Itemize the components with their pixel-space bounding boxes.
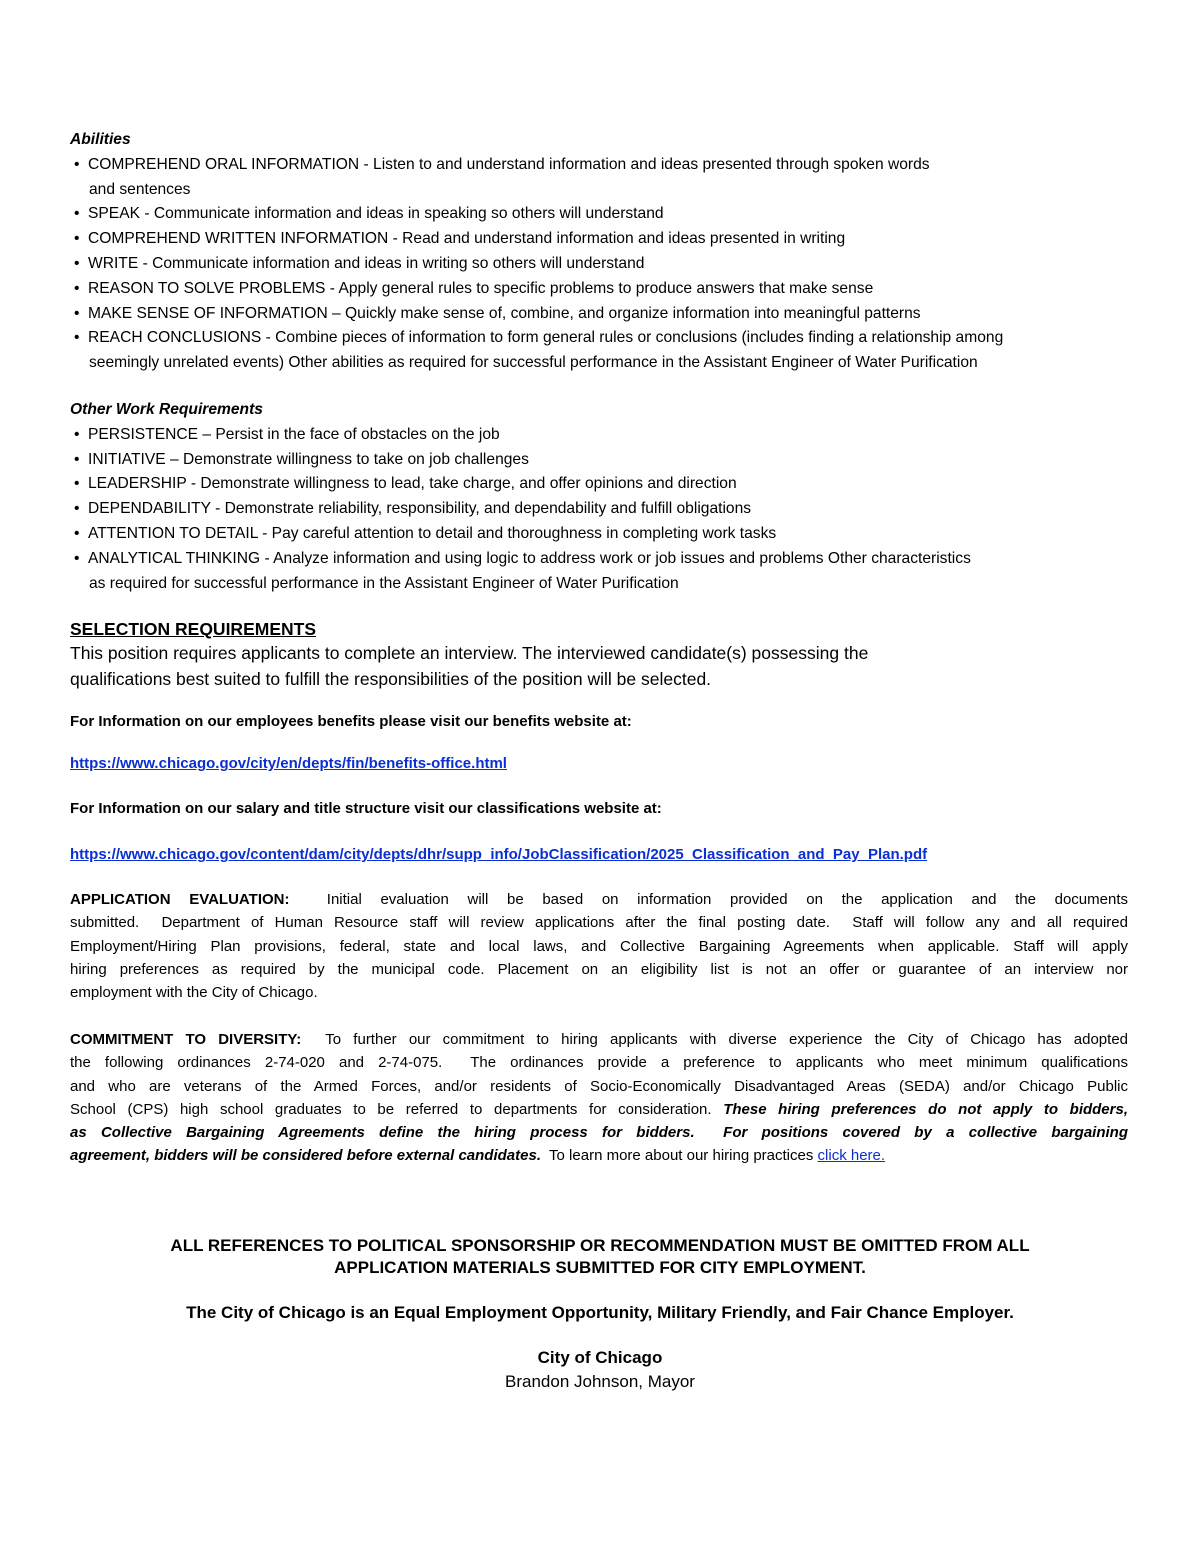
other-requirements-list [70, 423, 1130, 597]
bullet-icon: • [74, 425, 80, 443]
list-item [70, 178, 1130, 203]
paragraph-line [70, 888, 1128, 911]
benefits-link[interactable]: https://www.chicago.gov/city/en/depts/fin/benefits-office.html [70, 755, 507, 772]
mayor-name: Brandon Johnson, Mayor [505, 1372, 695, 1391]
bullet-icon: • [74, 279, 80, 297]
abilities-section [70, 128, 1130, 376]
list-item [70, 472, 1130, 497]
list-item [70, 202, 1130, 227]
list-item [70, 572, 1130, 597]
list-item-text: ATTENTION TO DETAIL - Pay careful attention to detail and thoroughness in completing work tasks [88, 524, 777, 542]
political-notice-line: ALL REFERENCES TO POLITICAL SPONSORSHIP OR RECOMMENDATION MUST BE OMITTED FROM ALL [170, 1236, 1030, 1255]
paragraph-line [70, 1051, 1128, 1074]
paragraph-line [70, 911, 1128, 934]
paragraph-text: To further our commitment to hiring applicants with diverse experience the City of Chicago has adopted [301, 1031, 1128, 1048]
abilities-heading: Abilities [70, 131, 131, 148]
list-item-text: REACH CONCLUSIONS - Combine pieces of information to form general rules or conclusions (includes finding a relationship among [88, 329, 1004, 347]
classification-link[interactable]: https://www.chicago.gov/content/dam/city/depts/dhr/supp_info/JobClassification/2025_Classification_and_Pay_Plan.pdf [70, 846, 928, 863]
list-item-text: and sentences [89, 180, 191, 198]
list-item [70, 277, 1130, 302]
paragraph-text: employment with the City of Chicago. [70, 984, 318, 1002]
bullet-icon: • [74, 155, 80, 173]
list-item [70, 326, 1130, 351]
section-label: COMMITMENT TO DIVERSITY: [70, 1031, 302, 1048]
paragraph-text: as Collective Bargaining Agreements define the hiring process for bidders. For positions covered by a collective bargaining [70, 1124, 1128, 1142]
bullet-icon: • [74, 304, 80, 322]
paragraph-line [70, 958, 1128, 981]
list-item-text: DEPENDABILITY - Demonstrate reliability, responsibility, and dependability and fulfill obligations [88, 500, 752, 518]
paragraph-line [70, 1075, 1128, 1098]
diversity-paragraph [70, 1028, 1128, 1168]
list-item-text: REASON TO SOLVE PROBLEMS - Apply general rules to specific problems to produce answers that make sense [88, 279, 874, 297]
list-item [70, 423, 1130, 448]
selection-text: qualifications best suited to fulfill the responsibilities of the position will be selected. [70, 669, 712, 689]
list-item [70, 547, 1130, 572]
paragraph-text: submitted. Department of Human Resource staff will review applications after the final posting date. Staff will follow any and all required [70, 914, 1128, 932]
paragraph-line [70, 935, 1128, 958]
paragraph-text: Initial evaluation will be based on information provided on the application and the documents [289, 891, 1128, 908]
bullet-icon: • [74, 549, 80, 567]
paragraph-line [70, 1028, 1128, 1051]
list-item [70, 497, 1130, 522]
paragraph-line [70, 1144, 1128, 1167]
paragraph-line [70, 1121, 1128, 1144]
political-notice [0, 1235, 1200, 1279]
application-evaluation-paragraph [70, 888, 1128, 1004]
list-item [70, 351, 1130, 376]
other-requirements-heading: Other Work Requirements [70, 401, 263, 418]
selection-section [70, 618, 1130, 692]
list-item-text: COMPREHEND ORAL INFORMATION - Listen to and understand information and ideas presented through spoken words [88, 155, 930, 173]
salary-label: For Information on our salary and title structure visit our classifications website at: [70, 800, 662, 817]
list-item-text: PERSISTENCE – Persist in the face of obstacles on the job [88, 425, 500, 443]
list-item [70, 448, 1130, 473]
paragraph-text: the following ordinances 2-74-020 and 2-74-075. The ordinances provide a preference to applicants who meet minimum qualifications [70, 1054, 1128, 1072]
hiring-practices-link[interactable]: click here. [817, 1147, 886, 1165]
paragraph-line [70, 981, 1128, 1004]
list-item [70, 252, 1130, 277]
bullet-icon: • [74, 230, 80, 248]
paragraph-text: School (CPS) high school graduates to be referred to departments for consideration. [70, 1100, 724, 1118]
bullet-icon: • [74, 524, 80, 542]
benefits-label: For Information on our employees benefits please visit our benefits website at: [70, 713, 632, 730]
list-item-text: SPEAK - Communicate information and ideas in speaking so others will understand [88, 205, 664, 223]
other-requirements-section [70, 398, 1130, 596]
paragraph-text: These hiring preferences do not apply to bidders, [723, 1100, 1128, 1118]
list-item-text: WRITE - Communicate information and ideas in writing so others will understand [88, 254, 645, 272]
list-item [70, 153, 1130, 178]
paragraph-text: Employment/Hiring Plan provisions, federal, state and local laws, and Collective Bargaining Agreements when applicable. Staff will apply [70, 937, 1128, 955]
paragraph-text: and who are veterans of the Armed Forces, and/or residents of Socio-Economically Disadvantaged Areas (SEDA) and/or Chicago Public [70, 1077, 1128, 1095]
section-label: APPLICATION EVALUATION: [70, 891, 290, 908]
list-item [70, 522, 1130, 547]
paragraph-text: hiring preferences as required by the municipal code. Placement on an eligibility list is not an offer or guarantee of an interview nor [70, 960, 1128, 978]
bullet-icon: • [74, 475, 80, 493]
eeo-statement: The City of Chicago is an Equal Employment Opportunity, Military Friendly, and Fair Chance Employer. [186, 1303, 1014, 1322]
political-notice-line: APPLICATION MATERIALS SUBMITTED FOR CITY EMPLOYMENT. [334, 1258, 866, 1277]
list-item-text: MAKE SENSE OF INFORMATION – Quickly make sense of, combine, and organize information into meaningful patterns [88, 304, 921, 322]
list-item-text: INITIATIVE – Demonstrate willingness to take on job challenges [88, 450, 529, 468]
selection-text: This position requires applicants to complete an interview. The interviewed candidate(s) possessing the [70, 643, 869, 663]
paragraph-text: agreement, bidders will be considered before external candidates. [70, 1147, 541, 1165]
bullet-icon: • [74, 329, 80, 347]
selection-heading: SELECTION REQUIREMENTS [70, 619, 316, 639]
list-item-text: LEADERSHIP - Demonstrate willingness to lead, take charge, and offer opinions and direction [88, 475, 737, 493]
bullet-icon: • [74, 254, 80, 272]
bullet-icon: • [74, 500, 80, 518]
list-item-text: ANALYTICAL THINKING - Analyze information and using logic to address work or job issues and problems Other characteristics [88, 549, 971, 567]
org-name: City of Chicago [537, 1348, 663, 1367]
list-item [70, 227, 1130, 252]
paragraph-line [70, 1098, 1128, 1121]
list-item-text: COMPREHEND WRITTEN INFORMATION - Read and understand information and ideas presented in writing [88, 230, 846, 248]
bullet-icon: • [74, 205, 80, 223]
bullet-icon: • [74, 450, 80, 468]
list-item-text: seemingly unrelated events) Other abilities as required for successful performance in the Assistant Engineer of Water Purification [89, 354, 978, 372]
list-item [70, 302, 1130, 327]
abilities-list [70, 153, 1130, 376]
list-item-text: as required for successful performance in the Assistant Engineer of Water Purification [89, 574, 679, 592]
paragraph-text: To learn more about our hiring practices [540, 1147, 818, 1165]
